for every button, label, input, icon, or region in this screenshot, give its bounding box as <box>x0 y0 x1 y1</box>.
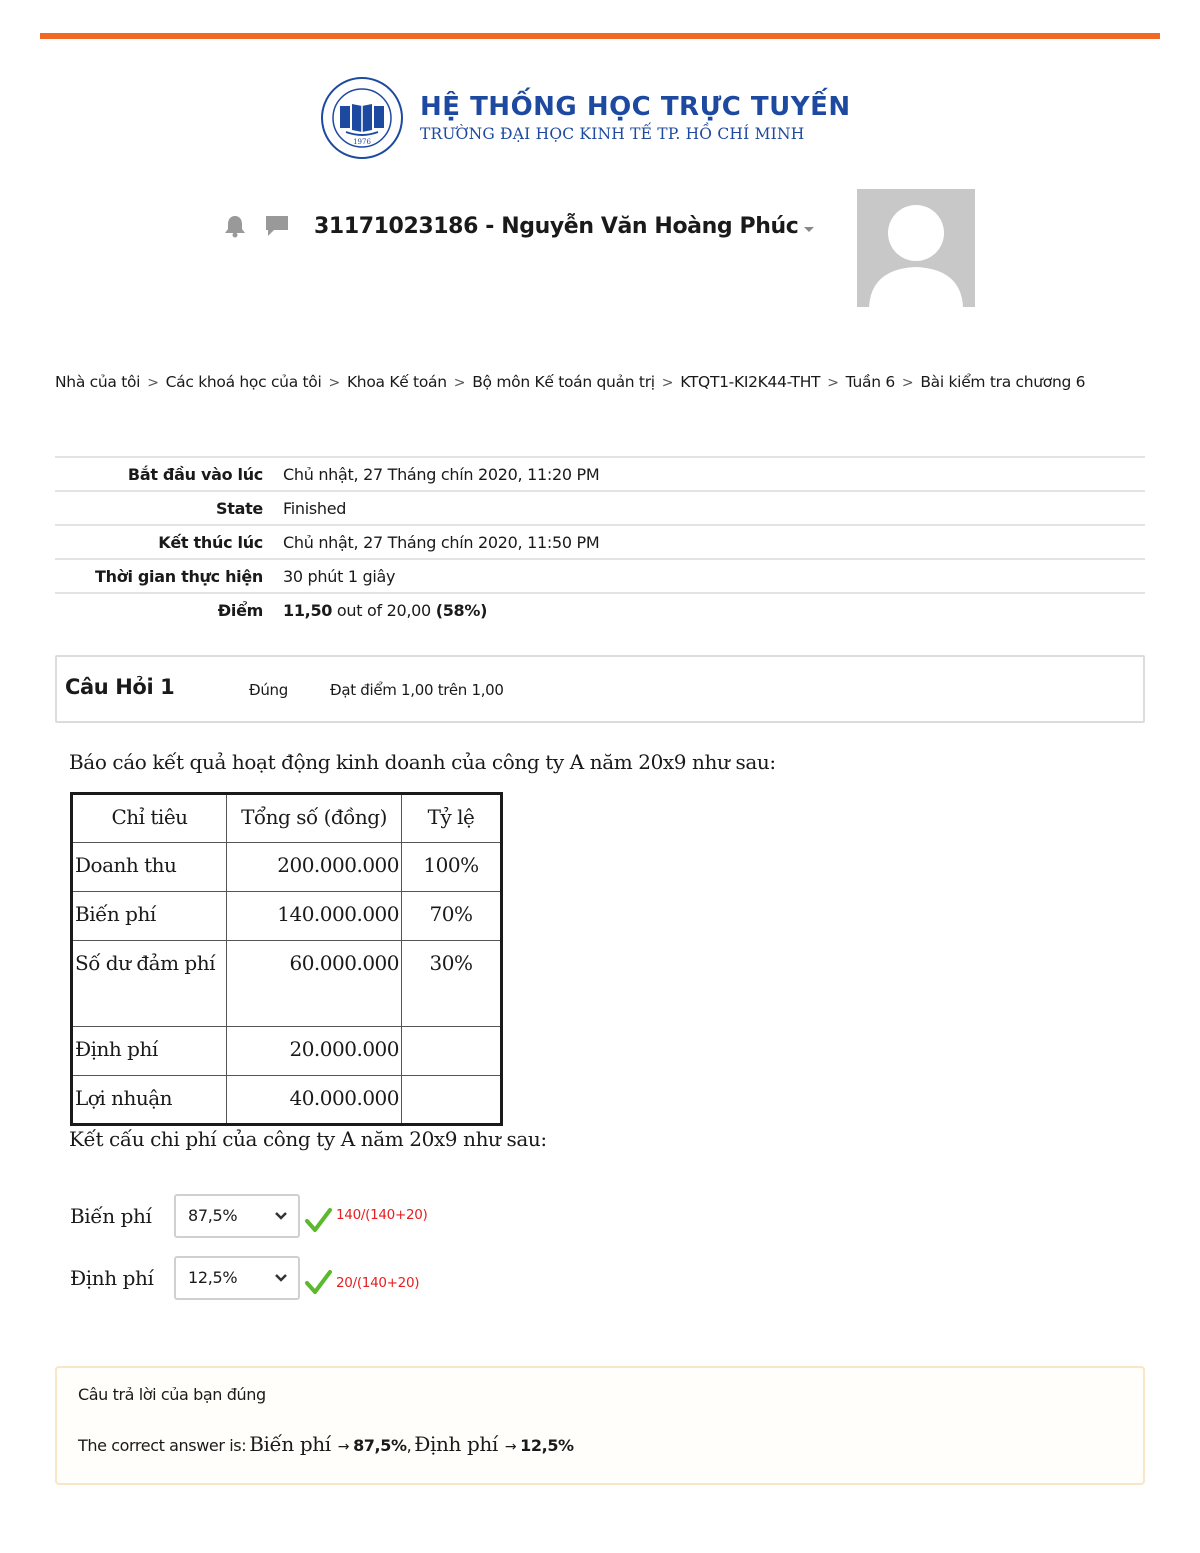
summary-row-completed <box>55 525 1145 559</box>
table-cell <box>402 1076 502 1125</box>
breadcrumb <box>55 364 1145 402</box>
correct-part2-value: 12,5% <box>520 1436 574 1455</box>
question-title-prefix: Câu Hỏi <box>65 675 154 699</box>
question-state: Đúng <box>249 681 288 699</box>
top-accent-bar <box>40 33 1160 39</box>
question-text: Báo cáo kết quả hoạt động kinh doanh của công ty A năm 20x9 như sau: <box>69 750 776 774</box>
breadcrumb-separator-icon: > <box>901 375 914 391</box>
check-icon <box>304 1268 332 1296</box>
table-cell: 70% <box>402 892 502 941</box>
grade-value <box>273 593 1145 627</box>
breadcrumb-item-week[interactable]: Tuần 6 <box>845 373 895 391</box>
table-row <box>72 1076 502 1125</box>
logo-subtitle: TRƯỜNG ĐẠI HỌC KINH TẾ TP. HỒ CHÍ MINH <box>420 125 805 143</box>
default-avatar-icon <box>857 189 975 307</box>
check-icon <box>304 1206 332 1234</box>
completed-value: Chủ nhật, 27 Tháng chín 2020, 11:50 PM <box>283 532 600 552</box>
logo-title: HỆ THỐNG HỌC TRỰC TUYẾN <box>420 92 851 122</box>
user-avatar[interactable] <box>857 189 975 307</box>
table-cell <box>402 1027 502 1076</box>
outcome-feedback-box <box>55 1366 1145 1485</box>
correct-answer-line <box>78 1432 574 1456</box>
table-cell: Định phí <box>72 1027 227 1076</box>
state-label: State <box>216 498 263 518</box>
user-fullname[interactable]: 31171023186 - Nguyễn Văn Hoàng Phúc <box>314 213 799 239</box>
time-taken-value: 30 phút 1 giây <box>283 566 396 586</box>
answer-feedback: 140/(140+20) <box>336 1207 428 1223</box>
table-cell: 30% <box>402 941 502 1027</box>
table-cell: Lợi nhuận <box>72 1076 227 1125</box>
table-row <box>72 941 502 1027</box>
select-value: 12,5% <box>188 1268 238 1287</box>
correct-answer-prefix: The correct answer is: <box>78 1436 247 1455</box>
completed-label: Kết thúc lúc <box>158 532 263 552</box>
state-value: Finished <box>283 498 347 518</box>
attempt-summary-table <box>55 456 1145 627</box>
breadcrumb-item-my-courses[interactable]: Các khoá học của tôi <box>165 373 322 391</box>
table-cell: 40.000.000 <box>227 1076 402 1125</box>
chevron-down-icon[interactable] <box>804 227 814 232</box>
seal-year: 1976 <box>353 138 371 146</box>
table-cell: 140.000.000 <box>227 892 402 941</box>
summary-row-time <box>55 559 1145 593</box>
breadcrumb-separator-icon: > <box>453 375 466 391</box>
correct-answer-separator: , <box>406 1436 412 1455</box>
income-statement-table <box>70 792 503 1126</box>
started-value: Chủ nhật, 27 Tháng chín 2020, 11:20 PM <box>283 464 600 484</box>
grade-rest: out of 20,00 <box>332 601 436 620</box>
chevron-down-icon <box>274 1271 288 1285</box>
column-header: Chỉ tiêu <box>72 794 227 843</box>
table-cell: Số dư đảm phí <box>72 941 227 1027</box>
outcome-message: Câu trả lời của bạn đúng <box>78 1385 266 1404</box>
user-menu-bar <box>222 200 814 252</box>
question-grade: Đạt điểm 1,00 trên 1,00 <box>330 681 504 699</box>
question-title <box>65 675 174 699</box>
breadcrumb-item-home[interactable]: Nhà của tôi <box>55 373 141 391</box>
column-header: Tổng số (đồng) <box>227 794 402 843</box>
summary-row-started <box>55 457 1145 491</box>
ueh-seal-icon <box>320 76 404 160</box>
fixed-cost-select[interactable] <box>174 1256 300 1300</box>
breadcrumb-item-quiz[interactable]: Bài kiểm tra chương 6 <box>920 373 1086 391</box>
column-header: Tỷ lệ <box>402 794 502 843</box>
table-cell: Biến phí <box>72 892 227 941</box>
started-label: Bắt đầu vào lúc <box>127 464 263 484</box>
bell-icon[interactable] <box>222 213 248 239</box>
correct-part2-label: Định phí <box>414 1432 498 1456</box>
arrow-icon: → <box>337 1439 350 1455</box>
message-icon[interactable] <box>264 213 290 239</box>
variable-cost-select[interactable] <box>174 1194 300 1238</box>
table-header-row <box>72 794 502 843</box>
table-row <box>72 1027 502 1076</box>
breadcrumb-separator-icon: > <box>661 375 674 391</box>
answer-label: Biến phí <box>70 1204 152 1228</box>
breadcrumb-separator-icon: > <box>147 375 159 391</box>
arrow-icon: → <box>504 1439 517 1455</box>
breadcrumb-item-faculty[interactable]: Khoa Kế toán <box>346 373 447 391</box>
table-cell: 20.000.000 <box>227 1027 402 1076</box>
breadcrumb-item-department[interactable]: Bộ môn Kế toán quản trị <box>472 373 655 391</box>
site-logo[interactable] <box>320 76 851 160</box>
table-row <box>72 843 502 892</box>
table-row <box>72 892 502 941</box>
correct-part1-value: 87,5% <box>353 1436 407 1455</box>
grade-percent: (58%) <box>435 601 488 620</box>
answer-label: Định phí <box>70 1266 154 1290</box>
table-cell: Doanh thu <box>72 843 227 892</box>
breadcrumb-separator-icon: > <box>827 375 839 391</box>
grade-label: Điểm <box>217 601 263 620</box>
question-info-box <box>55 655 1145 723</box>
grade-score: 11,50 <box>283 601 333 620</box>
table-cell: 100% <box>402 843 502 892</box>
table-cell: 60.000.000 <box>227 941 402 1027</box>
table-cell: 200.000.000 <box>227 843 402 892</box>
summary-row-grade <box>55 593 1145 627</box>
answer-feedback: 20/(140+20) <box>336 1275 420 1291</box>
breadcrumb-separator-icon: > <box>328 375 340 391</box>
answer-row-fixed-cost <box>70 1256 419 1300</box>
select-value: 87,5% <box>188 1206 238 1225</box>
summary-row-state <box>55 491 1145 525</box>
correct-part1-label: Biến phí <box>249 1432 331 1456</box>
question-text-2: Kết cấu chi phí của công ty A năm 20x9 như sau: <box>69 1127 547 1151</box>
question-number: 1 <box>160 675 175 699</box>
chevron-down-icon <box>274 1209 288 1223</box>
breadcrumb-item-course[interactable]: KTQT1-KI2K44-THT <box>680 373 821 391</box>
time-taken-label: Thời gian thực hiện <box>95 566 263 586</box>
answer-row-variable-cost <box>70 1194 428 1238</box>
